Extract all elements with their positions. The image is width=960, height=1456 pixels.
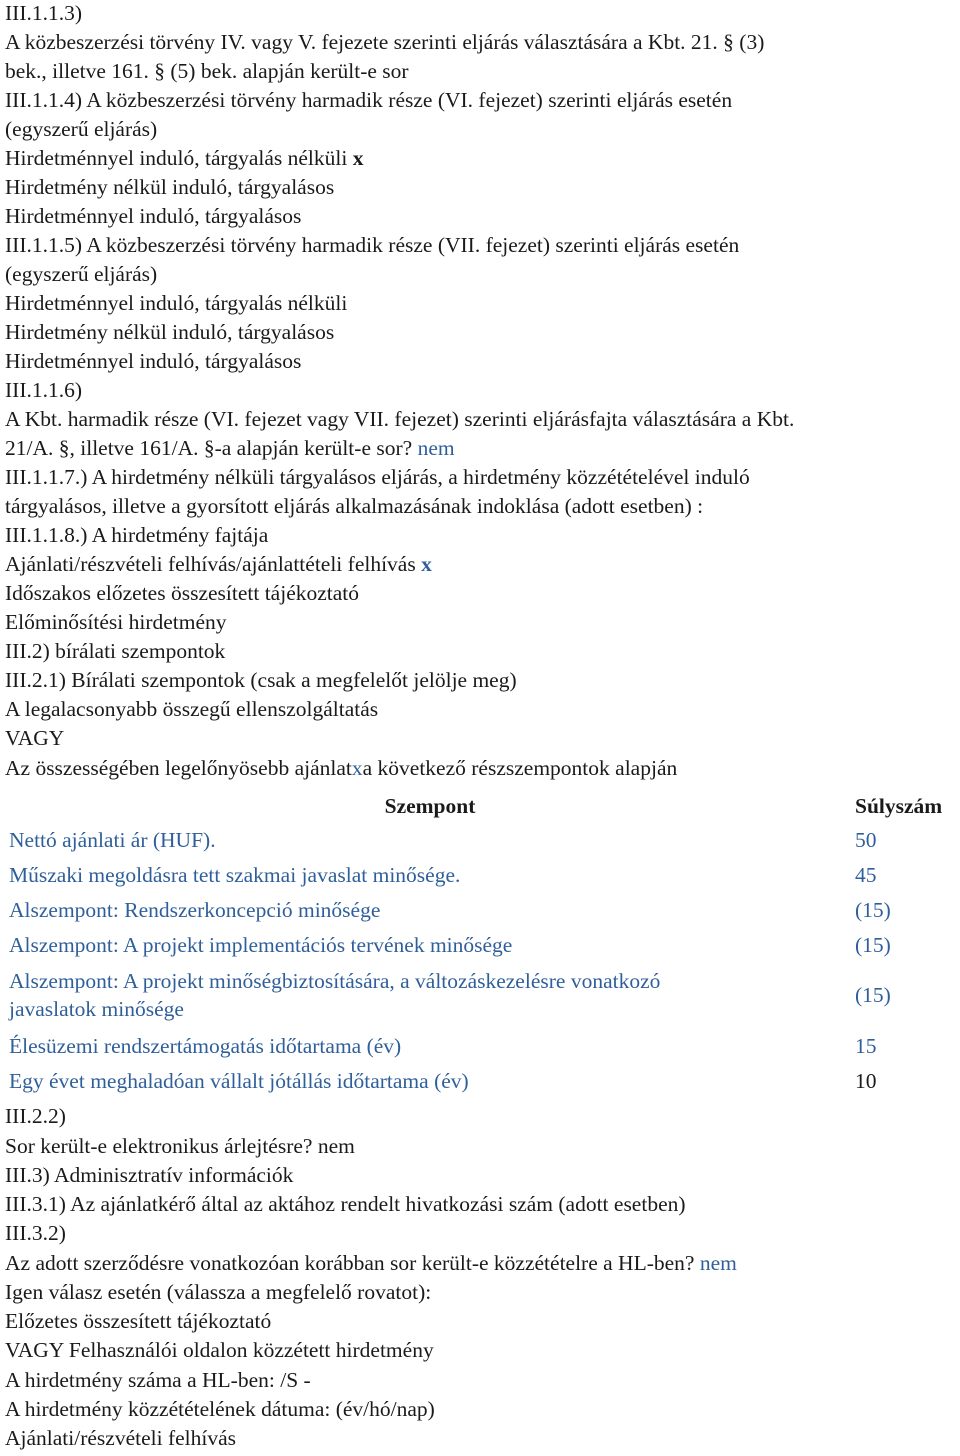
criterion-label: Alszempont: Rendszerkoncepció minősége bbox=[9, 897, 381, 922]
table-row bbox=[5, 962, 960, 1028]
section-heading: III.3) Adminisztratív információk bbox=[5, 1163, 294, 1187]
text-line: (egyszerű eljárás) bbox=[5, 262, 158, 286]
criterion-label: Műszaki megoldásra tett szakmai javaslat minősége. bbox=[9, 862, 461, 887]
text-line: A hirdetmény száma a HL-ben: /S - bbox=[5, 1368, 311, 1392]
text-line: (egyszerű eljárás) bbox=[5, 117, 158, 141]
text-line: bek., illetve 161. § (5) bek. alapján került-e sor bbox=[5, 59, 409, 83]
criterion-weight: 50 bbox=[855, 827, 877, 852]
section-heading: III.1.1.6) bbox=[5, 378, 83, 402]
section-heading: III.2) bírálati szempontok bbox=[5, 639, 226, 663]
criterion-label: Egy évet meghaladóan vállalt jótállás időtartama (év) bbox=[9, 1068, 469, 1093]
section-heading: III.1.1.8.) A hirdetmény fajtája bbox=[5, 523, 269, 547]
option-line bbox=[5, 755, 677, 781]
text-line: tárgyalásos, illetve a gyorsított eljárás alkalmazásának indoklása (adott esetben) : bbox=[5, 494, 704, 518]
table-row bbox=[5, 927, 960, 962]
criteria-table bbox=[5, 790, 960, 1098]
table-row bbox=[5, 1028, 960, 1063]
criterion-weight: 15 bbox=[855, 1033, 877, 1058]
criterion-label: Nettó ajánlati ár (HUF). bbox=[9, 827, 216, 852]
option-line: Hirdetménnyel induló, tárgyalás nélküli bbox=[5, 291, 348, 315]
option-line: Előminősítési hirdetmény bbox=[5, 610, 227, 634]
criterion-weight: 45 bbox=[855, 862, 877, 887]
section-heading: III.1.1.5) A közbeszerzési törvény harmadik része (VII. fejezet) szerinti eljárás esetén bbox=[5, 233, 740, 257]
criterion-weight: (15) bbox=[855, 897, 891, 922]
table-row bbox=[5, 857, 960, 892]
option-line: A legalacsonyabb összegű ellenszolgáltatás bbox=[5, 697, 379, 721]
criterion-label bbox=[5, 962, 855, 1028]
answer-value: nem bbox=[699, 1251, 737, 1275]
criterion-label-line: Alszempont: A projekt minőségbiztosítására, a változáskezelésre vonatkozó bbox=[9, 969, 661, 993]
text-line: A hirdetmény közzétételének dátuma: (év/hó/nap) bbox=[5, 1397, 435, 1421]
criterion-label: Alszempont: A projekt implementációs tervének minősége bbox=[9, 932, 513, 957]
table-row bbox=[5, 892, 960, 927]
text-line: VAGY bbox=[5, 726, 65, 750]
criterion-weight: 10 bbox=[855, 1068, 877, 1093]
option-line: Hirdetmény nélkül induló, tárgyalásos bbox=[5, 320, 335, 344]
criteria-header-row bbox=[5, 790, 960, 822]
option-label-suffix: a következő részszempontok alapján bbox=[362, 756, 678, 780]
selected-mark: x bbox=[352, 146, 364, 170]
option-line bbox=[5, 145, 363, 171]
selected-mark: x bbox=[351, 756, 363, 780]
section-heading: III.1.1.4) A közbeszerzési törvény harmadik része (VI. fejezet) szerinti eljárás esetén bbox=[5, 88, 733, 112]
section-heading: III.1.1.3) bbox=[5, 1, 83, 25]
criterion-weight: (15) bbox=[855, 983, 891, 1007]
weight-header: Súlyszám bbox=[855, 793, 943, 818]
criterion-weight: (15) bbox=[855, 932, 891, 957]
table-row bbox=[5, 1063, 960, 1098]
section-heading: III.3.1) Az ajánlatkérő által az aktához rendelt hivatkozási szám (adott esetben) bbox=[5, 1192, 686, 1216]
option-line bbox=[5, 551, 432, 577]
criterion-header: Szempont bbox=[384, 793, 476, 818]
question-text: 21/A. §, illetve 161/A. §-a alapján került-e sor? bbox=[5, 436, 413, 460]
option-line: Hirdetmény nélkül induló, tárgyalásos bbox=[5, 175, 335, 199]
question-text: Az adott szerződésre vonatkozóan korábban sor került-e közzétételre a HL-ben? bbox=[5, 1251, 695, 1275]
option-line: Hirdetménnyel induló, tárgyalásos bbox=[5, 204, 302, 228]
section-heading: III.3.2) bbox=[5, 1221, 66, 1245]
option-line: Előzetes összesített tájékoztató bbox=[5, 1309, 272, 1333]
text-line: A közbeszerzési törvény IV. vagy V. fejezete szerinti eljárás választására a Kbt. 21. § (3) bbox=[5, 30, 765, 54]
option-line: Időszakos előzetes összesített tájékoztató bbox=[5, 581, 360, 605]
section-heading: III.2.2) bbox=[5, 1104, 66, 1128]
criterion-label: Élesüzemi rendszertámogatás időtartama (év) bbox=[9, 1033, 402, 1058]
text-line: A Kbt. harmadik része (VI. fejezet vagy VII. fejezet) szerinti eljárásfajta választására a Kbt. bbox=[5, 407, 795, 431]
question-line bbox=[5, 435, 455, 461]
text-line: Sor került-e elektronikus árlejtésre? nem bbox=[5, 1134, 355, 1158]
answer-value: nem bbox=[417, 436, 455, 460]
option-line: VAGY Felhasználói oldalon közzétett hirdetmény bbox=[5, 1338, 434, 1362]
option-line: Hirdetménnyel induló, tárgyalásos bbox=[5, 349, 302, 373]
section-heading: III.2.1) Bírálati szempontok (csak a megfelelőt jelölje meg) bbox=[5, 668, 517, 692]
option-label: Ajánlati/részvételi felhívás/ajánlattételi felhívás bbox=[5, 552, 416, 576]
question-line bbox=[5, 1250, 737, 1276]
section-heading: III.1.1.7.) A hirdetmény nélküli tárgyalásos eljárás, a hirdetmény közzétételével induló bbox=[5, 465, 750, 489]
criterion-label-line: javaslatok minősége bbox=[9, 997, 184, 1021]
table-row bbox=[5, 822, 960, 857]
text-line: Igen válasz esetén (válassza a megfelelő rovatot): bbox=[5, 1280, 432, 1304]
option-label: Az összességében legelőnyösebb ajánlat bbox=[5, 756, 352, 780]
selected-mark: x bbox=[421, 552, 432, 576]
option-label: Hirdetménnyel induló, tárgyalás nélküli bbox=[5, 146, 348, 170]
text-line: Ajánlati/részvételi felhívás bbox=[5, 1426, 237, 1450]
